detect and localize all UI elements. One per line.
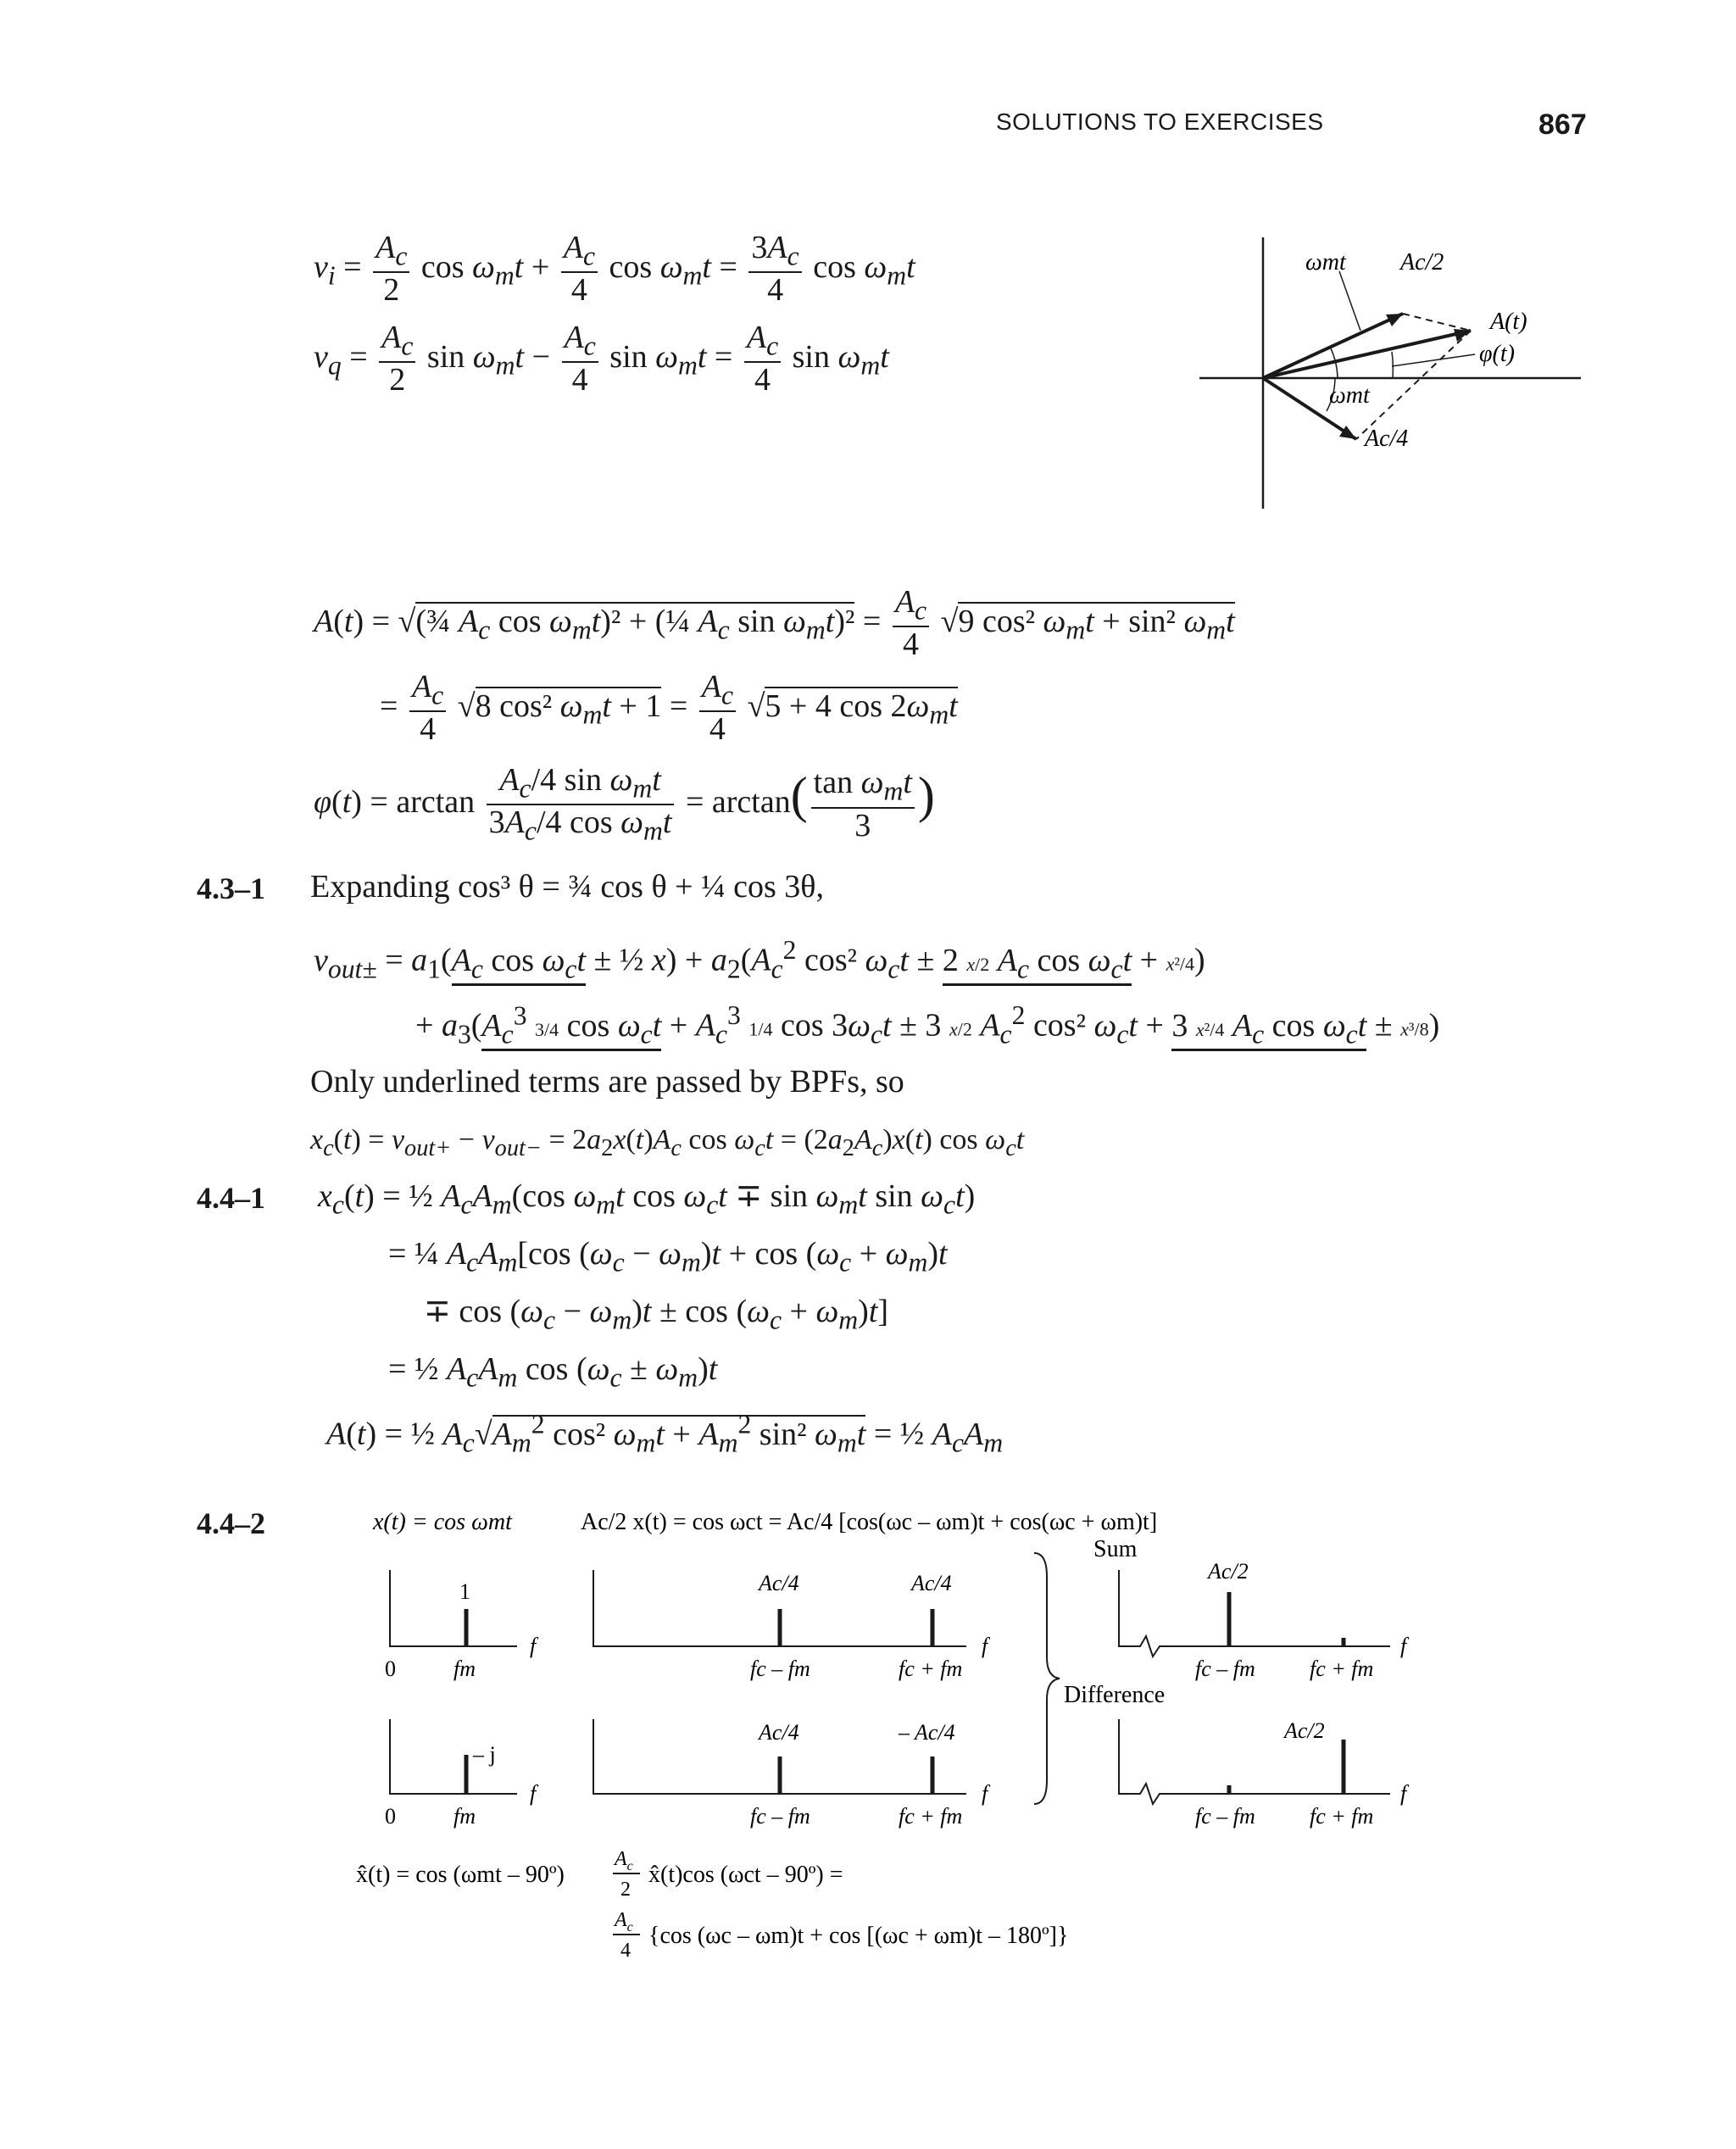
equation-441-5: A(t) = ½ $A_c√A_m^2$ cos² $\omega_mt + A_m^2$ sin² $\omega_mt$ = ½ $A_cA_m$ xyxy=(326,1409,1004,1458)
f-label-4: f xyxy=(982,1781,988,1806)
equation-at-2: = $\frac{A_c}{4}$ √8 cos² $\omega_mt + 1$ = $\frac{A_c}{4}$ √5 + 4 $\cos 2\omega_mt$ xyxy=(380,669,958,748)
f-label-1: f xyxy=(530,1634,537,1658)
mid-top-ac4-right: Ac/4 xyxy=(911,1571,952,1595)
equation-vout-1: $v_{out\pm} = a_1(A_c$ $\cos \omega_ct$ ± ½ $x) + a_2(A_c^2$ cos² $\omega_ct \pm 2$ x/2 $A_c$ $\cos \omega_ct + x^2/4$) xyxy=(314,937,1205,983)
underlined-text: Only underlined terms are passed by BPFs, so xyxy=(310,1064,904,1100)
fc-plus-4: fc + fm xyxy=(1310,1804,1374,1829)
mid-top-ac4-left: Ac/4 xyxy=(759,1571,799,1595)
zero-label-1: 0 xyxy=(385,1656,396,1681)
equation-vout-2: + $a_3(A_c^3$ 3/4 $\cos \omega_ct + A_c^3$ 1/4 $\cos 3\omega_ct \pm 3$ x/2 $A_c^2$ cos² $\omega_ct + 3$ x²/4 $A_c$ $\cos \omega_ct \pm x^3/8$) xyxy=(415,1002,1439,1048)
sum-label: Sum xyxy=(1093,1536,1138,1562)
equation-phi: φ(t) = arctan $A_c/4$ $\sin \omega_mt$ $3A_c/4$ $\cos \omega_mt$ = arctan( $\tan \omega_mt$ 3 ) xyxy=(314,762,935,847)
equation-441-4: = ½ $A_cA_m$ $\cos (\omega_c \pm \omega_m)t$ xyxy=(388,1351,718,1393)
ac4-label: Ac/4 xyxy=(1365,426,1409,452)
main-title: Ac/2 x(t) = cos ωct = Ac/4 [cos(ωc – ωm)t + cos(ωc + ωm)t] xyxy=(581,1509,1158,1535)
fc-minus-2: fc – fm xyxy=(750,1804,810,1829)
svg-text:Ac: $A_c$ xyxy=(615,1848,633,1873)
page-number: 867 xyxy=(1538,109,1587,141)
omega-label-bottom: ωmt xyxy=(1329,382,1370,409)
expanding-text: Expanding cos³ θ = ¾ cos θ + ¼ cos 3θ, xyxy=(310,869,824,905)
fm-label-1: fm xyxy=(453,1656,476,1681)
equation-at-1: A(t) = √(¾ $A_c$ $\cos \omega_mt)^2$ + (¼ $A_c$ $\sin \omega_mt)^2$ = $\frac{A_c}{4}$ √9 cos² $\omega_mt + \sin^2$ $\omega_mt$ xyxy=(314,584,1235,663)
diff-ac2: Ac/2 xyxy=(1284,1718,1325,1743)
ac2-label: Ac/2 xyxy=(1400,249,1444,276)
fm-label-2: fm xyxy=(453,1804,476,1829)
neg-j-label: – j xyxy=(473,1742,496,1767)
fc-plus-1: fc + fm xyxy=(899,1656,963,1681)
one-label: 1 xyxy=(459,1579,470,1604)
f-label-2: f xyxy=(530,1781,537,1806)
fc-minus-4: fc – fm xyxy=(1195,1804,1255,1829)
mid-bot-neg-ac4: – Ac/4 xyxy=(899,1720,955,1745)
exercise-4-3-1: 4.3–1 xyxy=(197,871,265,905)
fc-minus-3: fc – fm xyxy=(1195,1656,1255,1681)
at-label: A(t) xyxy=(1490,309,1527,335)
equation-441-1: $x_c(t)$ = ½ $A_cA_m(\cos$ $\omega_mt$ $\cos \omega_ct \mp \sin \omega_mt$ $\sin \omega_ct$) xyxy=(318,1178,976,1220)
mid-bot-ac4: Ac/4 xyxy=(759,1720,799,1745)
fc-plus-3: fc + fm xyxy=(1310,1656,1374,1681)
svg-text:Ac: $A_c$ xyxy=(615,1909,633,1935)
equation-vq: $v_q$ = $\frac{A_c}{2}$ $\sin \omega_mt$ − $\frac{A_c}{4}$ $\sin \omega_mt$ = $\frac{A_c}{4}$ $\sin \omega_mt$ xyxy=(314,320,889,398)
equation-vi: $v_i$ = $\frac{A_c}{2}$ $\cos \omega_mt$ + $\frac{A_c}{4}$ $\cos \omega_mt$ = $\frac{3A_c}{4}$ $\cos \omega_mt$ xyxy=(314,230,915,309)
equation-441-2: = ¼ $A_cA_m[\cos$ $(\omega_c - \omega_m)t + \cos (\omega_c + \omega_m)t$ xyxy=(388,1236,948,1278)
difference-label: Difference xyxy=(1064,1682,1166,1708)
phi-label: φ(t) xyxy=(1479,341,1515,367)
equation-441-3: ∓ $\cos (\omega_c - \omega_m)t \pm \cos (\omega_c + \omega_m)t$] xyxy=(424,1294,889,1335)
phasor-diagram xyxy=(1195,229,1585,517)
f-label-3: f xyxy=(982,1634,988,1658)
spectra-figure xyxy=(356,1500,1441,1975)
hilbert-text: x̂(t) = cos (ωmt – 90º) xyxy=(356,1862,565,1888)
xt-title: x(t) = cos ωmt xyxy=(373,1509,512,1535)
fc-minus-1: fc – fm xyxy=(750,1656,810,1681)
zero-label-2: 0 xyxy=(385,1804,396,1829)
svg-text:4: 4 xyxy=(620,1940,631,1962)
omega-label-top: ωmt xyxy=(1305,249,1346,276)
equation-xc-1: $x_c(t) = v_{out+} - v_{out-} = 2a_2x(t)A_c$ $\cos \omega_ct = (2a_2A_c)x(t)$ $\cos \omega_ct$ xyxy=(310,1124,1025,1161)
hilbert-text-2: x̂(t)cos (ωct – 90º) = xyxy=(648,1862,843,1888)
exercise-4-4-1: 4.4–1 xyxy=(197,1181,265,1215)
f-label-5: f xyxy=(1400,1634,1407,1658)
running-title: SOLUTIONS TO EXERCISES xyxy=(996,109,1324,135)
hilbert-text-3: {cos (ωc – ωm)t + cos [(ωc + ωm)t – 180º]} xyxy=(648,1923,1069,1949)
svg-text:2: 2 xyxy=(620,1879,631,1901)
sum-ac2: Ac/2 xyxy=(1208,1559,1249,1584)
f-label-6: f xyxy=(1400,1781,1407,1806)
fc-plus-2: fc + fm xyxy=(899,1804,963,1829)
exercise-4-4-2: 4.4–2 xyxy=(197,1506,265,1540)
